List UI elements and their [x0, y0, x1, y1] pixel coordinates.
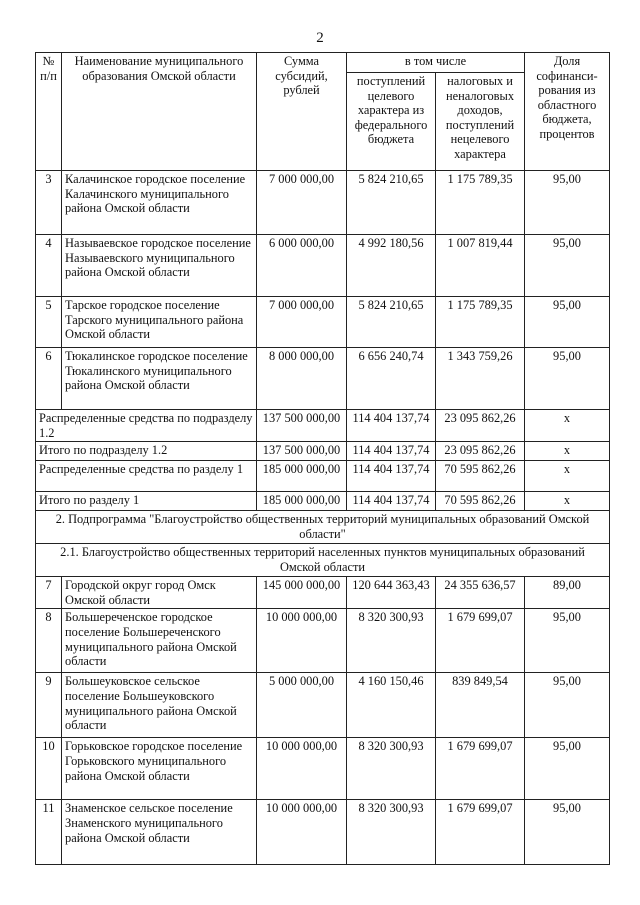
municipality-name: Калачинское городское поселение Калачинского муниципального района Омской области	[62, 171, 257, 235]
municipality-name: Большеуковское сельское поселение Большеуковского муниципального района Омской области	[62, 673, 257, 738]
tax-amount: 1 175 789,35	[436, 297, 525, 348]
subsidy-amount: 7 000 000,00	[257, 297, 347, 348]
total-row	[36, 442, 610, 461]
total-share: x	[525, 492, 610, 511]
row-number: 10	[36, 738, 62, 800]
total-label: Итого по разделу 1	[36, 492, 257, 511]
total-label: Распределенные средства по подразделу 1.2	[36, 410, 257, 442]
tax-amount: 1 679 699,07	[436, 738, 525, 800]
federal-amount: 4 992 180,56	[347, 235, 436, 297]
row-number: 4	[36, 235, 62, 297]
cofinancing-share: 89,00	[525, 577, 610, 609]
header-including: в том числе	[347, 53, 525, 73]
table-row	[36, 348, 610, 410]
total-row	[36, 410, 610, 442]
municipality-name: Тюкалинское городское поселение Тюкалинского муниципального района Омской области	[62, 348, 257, 410]
subsidy-amount: 5 000 000,00	[257, 673, 347, 738]
cofinancing-share: 95,00	[525, 673, 610, 738]
rows-section-2	[36, 577, 610, 865]
total-subsidy: 137 500 000,00	[257, 442, 347, 461]
total-tax: 23 095 862,26	[436, 442, 525, 461]
subsidy-amount: 7 000 000,00	[257, 171, 347, 235]
federal-amount: 6 656 240,74	[347, 348, 436, 410]
total-federal: 114 404 137,74	[347, 461, 436, 492]
subsidy-amount: 10 000 000,00	[257, 738, 347, 800]
row-number: 8	[36, 609, 62, 673]
table-header	[36, 53, 610, 171]
subsidy-amount: 6 000 000,00	[257, 235, 347, 297]
table-row	[36, 297, 610, 348]
header-federal: поступлений целевого характера из федерального бюджета	[347, 73, 436, 171]
table-row	[36, 800, 610, 865]
tax-amount: 1 679 699,07	[436, 609, 525, 673]
total-row	[36, 461, 610, 492]
federal-amount: 5 824 210,65	[347, 297, 436, 348]
total-tax: 23 095 862,26	[436, 410, 525, 442]
row-number: 6	[36, 348, 62, 410]
header-num: № п/п	[36, 53, 62, 171]
table-row	[36, 577, 610, 609]
total-federal: 114 404 137,74	[347, 410, 436, 442]
total-label: Итого по подразделу 1.2	[36, 442, 257, 461]
subsidy-amount: 145 000 000,00	[257, 577, 347, 609]
subsidy-amount: 8 000 000,00	[257, 348, 347, 410]
header-tax: налоговых и неналоговых доходов, поступлений нецелевого характера	[436, 73, 525, 171]
total-federal: 114 404 137,74	[347, 442, 436, 461]
total-row	[36, 492, 610, 511]
subsidy-amount: 10 000 000,00	[257, 800, 347, 865]
subsidy-table	[35, 52, 610, 865]
table-row	[36, 171, 610, 235]
section-2-header	[36, 511, 610, 577]
section-2-title: 2. Подпрограмма "Благоустройство общественных территорий муниципальных образований Омской области"	[36, 511, 610, 544]
total-tax: 70 595 862,26	[436, 492, 525, 511]
municipality-name: Называевское городское поселение Называевского муниципального района Омской области	[62, 235, 257, 297]
municipality-name: Горьковское городское поселение Горьковского муниципального района Омской области	[62, 738, 257, 800]
tax-amount: 1 007 819,44	[436, 235, 525, 297]
federal-amount: 8 320 300,93	[347, 738, 436, 800]
total-subsidy: 185 000 000,00	[257, 492, 347, 511]
total-subsidy: 137 500 000,00	[257, 410, 347, 442]
cofinancing-share: 95,00	[525, 609, 610, 673]
federal-amount: 120 644 363,43	[347, 577, 436, 609]
federal-amount: 4 160 150,46	[347, 673, 436, 738]
row-number: 11	[36, 800, 62, 865]
subsidy-amount: 10 000 000,00	[257, 609, 347, 673]
cofinancing-share: 95,00	[525, 235, 610, 297]
table-row	[36, 235, 610, 297]
row-number: 9	[36, 673, 62, 738]
total-tax: 70 595 862,26	[436, 461, 525, 492]
table-row	[36, 738, 610, 800]
total-share: x	[525, 442, 610, 461]
cofinancing-share: 95,00	[525, 738, 610, 800]
subsection-2-1-title: 2.1. Благоустройство общественных территорий населенных пунктов муниципальных образований Омской области	[36, 544, 610, 577]
tax-amount: 1 175 789,35	[436, 171, 525, 235]
municipality-name: Знаменское сельское поселение Знаменского муниципального района Омской области	[62, 800, 257, 865]
rows-section-1	[36, 171, 610, 410]
total-share: x	[525, 461, 610, 492]
federal-amount: 5 824 210,65	[347, 171, 436, 235]
total-subsidy: 185 000 000,00	[257, 461, 347, 492]
table-row	[36, 673, 610, 738]
federal-amount: 8 320 300,93	[347, 800, 436, 865]
municipality-name: Большереченское городское поселение Большереченского муниципального района Омской области	[62, 609, 257, 673]
tax-amount: 1 679 699,07	[436, 800, 525, 865]
federal-amount: 8 320 300,93	[347, 609, 436, 673]
cofinancing-share: 95,00	[525, 800, 610, 865]
header-sum: Сумма субсидий, рублей	[257, 53, 347, 171]
header-name: Наименование муниципального образования Омской области	[62, 53, 257, 171]
table-row	[36, 609, 610, 673]
total-share: x	[525, 410, 610, 442]
row-number: 7	[36, 577, 62, 609]
municipality-name: Тарское городское поселение Тарского муниципального района Омской области	[62, 297, 257, 348]
row-number: 3	[36, 171, 62, 235]
total-label: Распределенные средства по разделу 1	[36, 461, 257, 492]
row-number: 5	[36, 297, 62, 348]
tax-amount: 839 849,54	[436, 673, 525, 738]
cofinancing-share: 95,00	[525, 348, 610, 410]
municipality-name: Городской округ город Омск Омской области	[62, 577, 257, 609]
totals-section-1	[36, 410, 610, 511]
tax-amount: 24 355 636,57	[436, 577, 525, 609]
cofinancing-share: 95,00	[525, 297, 610, 348]
cofinancing-share: 95,00	[525, 171, 610, 235]
total-federal: 114 404 137,74	[347, 492, 436, 511]
page-number: 2	[316, 30, 324, 46]
tax-amount: 1 343 759,26	[436, 348, 525, 410]
header-share: Доля софинанси-рования из областного бюджета, процентов	[525, 53, 610, 171]
